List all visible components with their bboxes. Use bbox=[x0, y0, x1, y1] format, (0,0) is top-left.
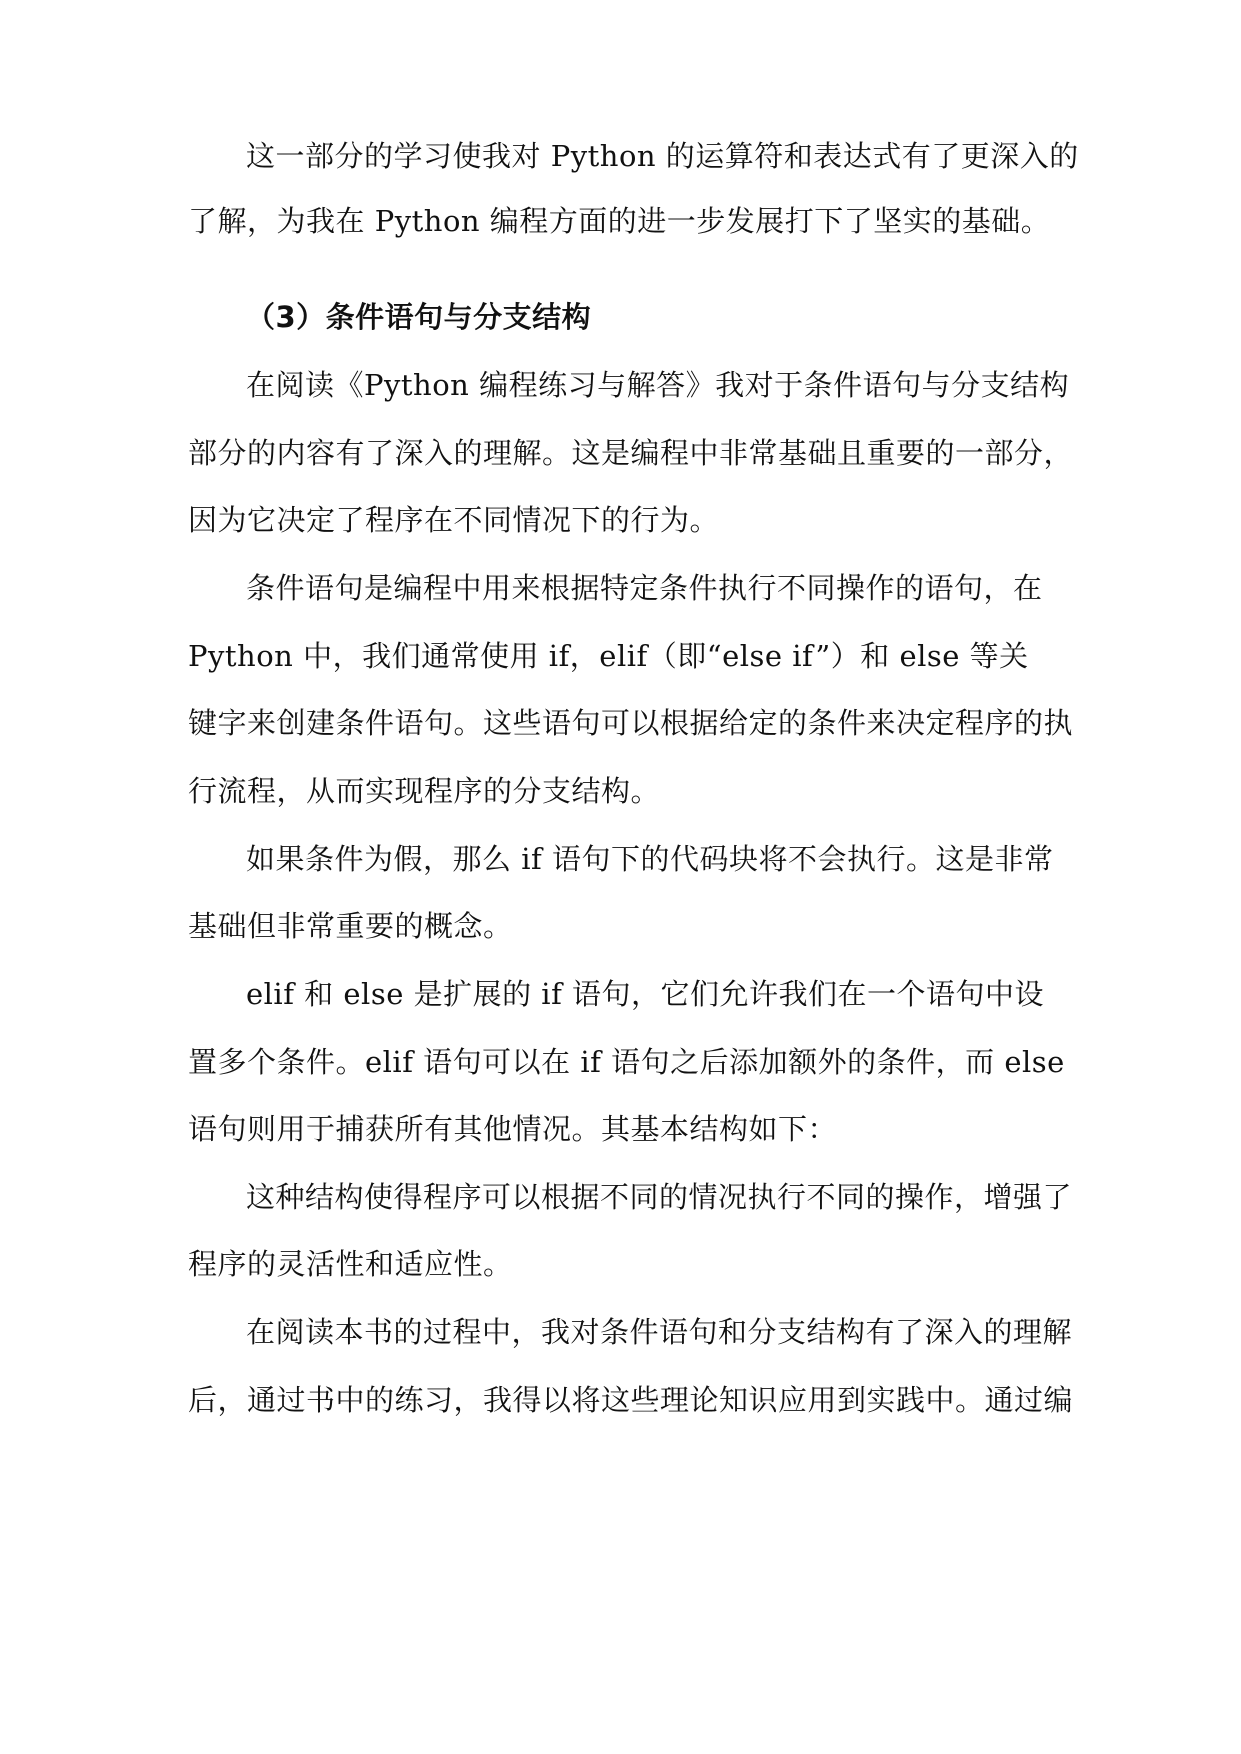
paragraph-7-line-1: 在阅读本书的过程中，我对条件语句和分支结构有了深入的理解 bbox=[246, 1315, 1073, 1349]
paragraph-5-line-2: 置多个条件。elif 语句可以在 if 语句之后添加额外的条件，而 else bbox=[188, 1045, 1065, 1079]
paragraph-5-line-3: 语句则用于捕获所有其他情况。其基本结构如下： bbox=[188, 1112, 838, 1146]
paragraph-7-line-2: 后，通过书中的练习，我得以将这些理论知识应用到实践中。通过编 bbox=[188, 1383, 1074, 1417]
paragraph-6-line-2: 程序的灵活性和适应性。 bbox=[188, 1247, 513, 1281]
paragraph-3-line-3: 键字来创建条件语句。这些语句可以根据给定的条件来决定程序的执 bbox=[188, 706, 1074, 740]
paragraph-6-line-1: 这种结构使得程序可以根据不同的情况执行不同的操作，增强了 bbox=[246, 1180, 1073, 1214]
paragraph-2-line-3: 因为它决定了程序在不同情况下的行为。 bbox=[188, 503, 720, 537]
paragraph-2-line-1: 在阅读《Python 编程练习与解答》我对于条件语句与分支结构 bbox=[246, 368, 1070, 402]
paragraph-4-line-2: 基础但非常重要的概念。 bbox=[188, 909, 513, 943]
paragraph-1-line-2: 了解，为我在 Python 编程方面的进一步发展打下了坚实的基础。 bbox=[188, 204, 1051, 238]
section-heading: （3）条件语句与分支结构 bbox=[246, 300, 592, 334]
paragraph-3-line-2: Python 中，我们通常使用 if，elif（即“else if”）和 else 等关 bbox=[188, 639, 1029, 673]
paragraph-3-line-1: 条件语句是编程中用来根据特定条件执行不同操作的语句，在 bbox=[246, 571, 1043, 605]
paragraph-3-line-4: 行流程，从而实现程序的分支结构。 bbox=[188, 774, 661, 808]
paragraph-4-line-1: 如果条件为假，那么 if 语句下的代码块将不会执行。这是非常 bbox=[246, 842, 1054, 876]
paragraph-5-line-1: elif 和 else 是扩展的 if 语句，它们允许我们在一个语句中设 bbox=[246, 977, 1045, 1011]
paragraph-1-line-1: 这一部分的学习使我对 Python 的运算符和表达式有了更深入的 bbox=[246, 139, 1079, 173]
paragraph-2-line-2: 部分的内容有了深入的理解。这是编程中非常基础且重要的一部分， bbox=[188, 436, 1074, 470]
